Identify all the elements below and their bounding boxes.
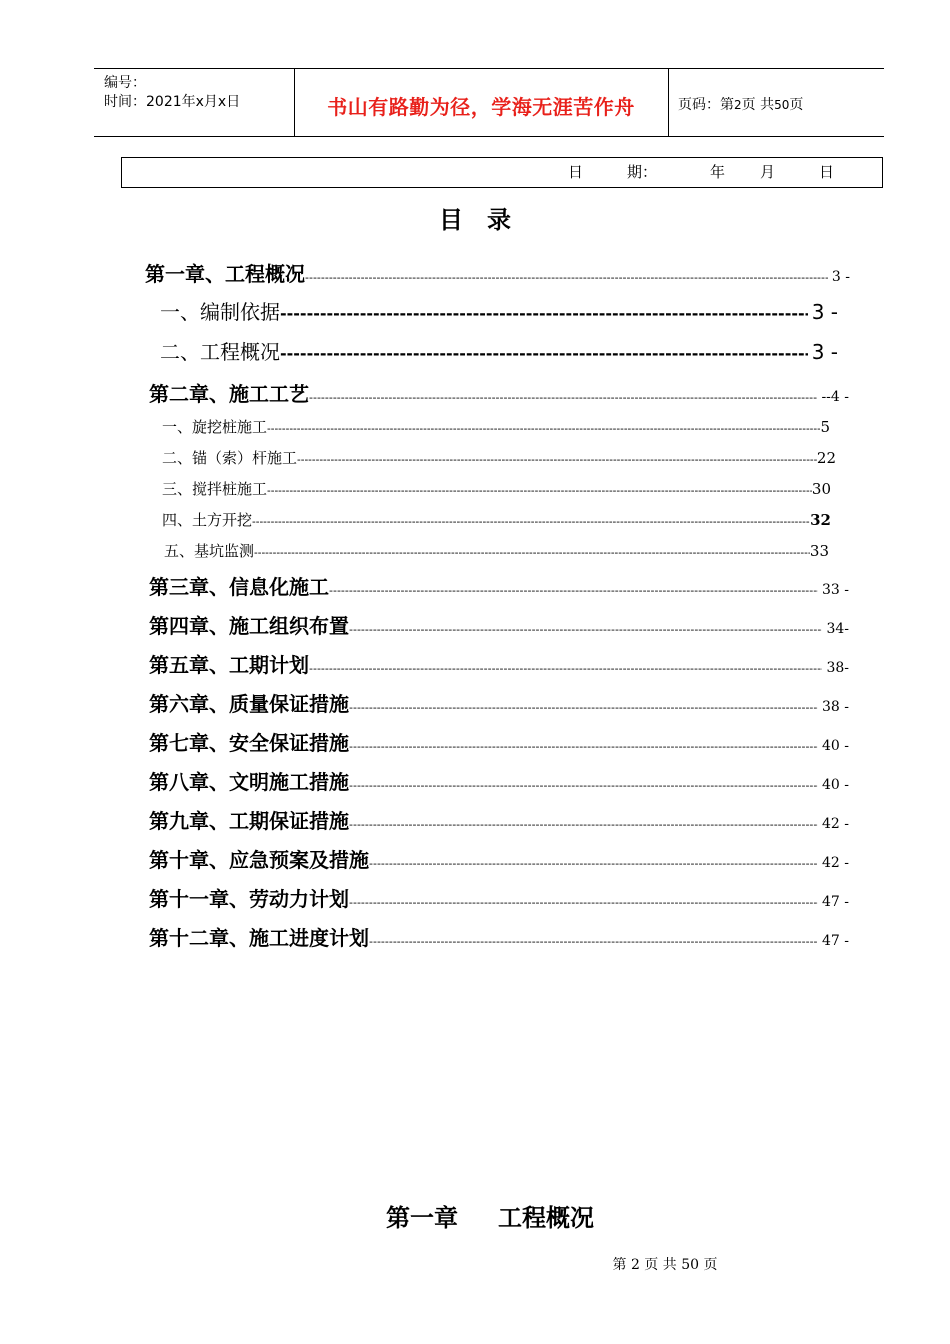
toc-entry-page: 40 - bbox=[822, 738, 849, 754]
date-box bbox=[121, 157, 883, 188]
toc-entry[interactable] bbox=[149, 378, 849, 408]
toc-entry-page: 22 bbox=[816, 449, 836, 467]
toc-leader bbox=[267, 422, 820, 435]
toc-entry[interactable] bbox=[149, 727, 849, 757]
toc-leader bbox=[369, 857, 818, 870]
toc-entry-title: 一、编制依据 bbox=[160, 300, 280, 324]
toc-entry[interactable] bbox=[162, 416, 830, 438]
toc-entry-title: 四、土方开挖 bbox=[162, 511, 253, 529]
date-yue: 月 bbox=[760, 163, 776, 181]
toc-entry-page: 32 bbox=[810, 511, 831, 529]
toc-leader bbox=[254, 546, 810, 559]
toc-entry-page: 5 bbox=[820, 418, 830, 436]
toc-entry-page: 3 - bbox=[831, 269, 850, 285]
toc-leader bbox=[309, 391, 817, 404]
toc-leader bbox=[280, 344, 808, 363]
toc-entry-title: 二、锚（索）杆施工 bbox=[162, 449, 298, 467]
toc-entry-page: 40 - bbox=[822, 777, 849, 793]
toc-entry-page: 3 - bbox=[811, 340, 838, 364]
toc-entry[interactable] bbox=[162, 478, 831, 500]
toc-entry[interactable] bbox=[162, 447, 836, 469]
toc-leader bbox=[349, 896, 818, 909]
toc-entry[interactable] bbox=[149, 649, 849, 679]
toc-entry-page: 33 bbox=[809, 542, 829, 560]
toc-entry[interactable] bbox=[149, 922, 849, 952]
toc-entry-title: 三、搅拌桩施工 bbox=[162, 480, 268, 498]
time-label: 时间：2021年x月x日 bbox=[104, 94, 241, 110]
page-mid: 页 共 bbox=[741, 97, 775, 113]
header-meta-cell bbox=[94, 69, 295, 136]
date-qi: 期： bbox=[627, 163, 658, 181]
page-header bbox=[94, 68, 884, 137]
toc-entry-title: 五、基坑监测 bbox=[164, 542, 255, 560]
date-nian: 年 bbox=[710, 163, 726, 181]
toc-entry[interactable] bbox=[149, 688, 849, 718]
toc-leader bbox=[349, 623, 822, 636]
code-label: 编号： bbox=[104, 75, 146, 91]
toc-entry-page: 47 - bbox=[822, 933, 849, 949]
toc-entry[interactable] bbox=[145, 258, 850, 288]
date-ri2: 日 bbox=[819, 163, 835, 181]
toc-leader bbox=[280, 304, 808, 323]
toc-entry[interactable] bbox=[160, 296, 838, 328]
toc-entry-title: 第十一章、劳动力计划 bbox=[149, 887, 349, 911]
chapter-number: 第一章 bbox=[386, 1204, 458, 1232]
toc-entry-title: 第七章、安全保证措施 bbox=[149, 731, 349, 755]
toc-leader bbox=[309, 662, 822, 675]
toc-entry-title: 一、旋挖桩施工 bbox=[162, 418, 268, 436]
toc-entry-title: 第八章、文明施工措施 bbox=[149, 770, 349, 794]
toc-leader bbox=[369, 935, 818, 948]
toc-entry[interactable] bbox=[149, 883, 849, 913]
toc-title: 目录 bbox=[439, 205, 535, 234]
toc-entry-title: 二、工程概况 bbox=[160, 340, 280, 364]
toc-entry-page: 42 - bbox=[822, 855, 849, 871]
page-prefix: 页码：第 bbox=[678, 97, 734, 113]
toc-leader bbox=[349, 740, 818, 753]
toc-entry-page: --4 - bbox=[821, 389, 849, 405]
toc-entry-page: 38- bbox=[826, 660, 849, 676]
toc-leader bbox=[252, 515, 810, 528]
toc-leader bbox=[349, 701, 818, 714]
toc-leader bbox=[267, 484, 812, 497]
motto-text: 书山有路勤为径，学海无涯苦作舟 bbox=[327, 95, 635, 119]
toc-entry[interactable] bbox=[149, 571, 849, 601]
toc-entry-page: 38 - bbox=[822, 699, 849, 715]
toc-leader bbox=[349, 818, 818, 831]
toc-entry[interactable] bbox=[160, 336, 838, 368]
header-motto-cell bbox=[294, 69, 669, 136]
toc-entry[interactable] bbox=[149, 610, 849, 640]
toc-leader bbox=[305, 271, 828, 284]
toc-entry-title: 第四章、施工组织布置 bbox=[149, 614, 349, 638]
toc-leader bbox=[349, 779, 818, 792]
toc-entry[interactable] bbox=[149, 805, 849, 835]
page-total: 50 bbox=[774, 98, 790, 112]
toc-entry-title: 第十章、应急预案及措施 bbox=[149, 848, 369, 872]
toc-entry[interactable] bbox=[162, 509, 831, 531]
page-suffix: 页 bbox=[789, 97, 804, 113]
page-footer: 第 2 页 共 50 页 bbox=[612, 1257, 718, 1273]
toc-entry[interactable] bbox=[149, 844, 849, 874]
toc-entry-page: 42 - bbox=[822, 816, 849, 832]
toc-entry-title: 第二章、施工工艺 bbox=[149, 382, 309, 406]
chapter-name: 工程概况 bbox=[498, 1204, 594, 1232]
toc-entry-title: 第三章、信息化施工 bbox=[149, 575, 329, 599]
toc-entry-title: 第十二章、施工进度计划 bbox=[149, 926, 369, 950]
toc-leader bbox=[329, 584, 818, 597]
toc-entry[interactable] bbox=[164, 540, 829, 562]
page-info bbox=[678, 94, 803, 114]
date-ri: 日 bbox=[568, 163, 584, 181]
toc-entry-title: 第六章、质量保证措施 bbox=[149, 692, 349, 716]
toc-entry-page: 34- bbox=[826, 621, 849, 637]
toc-entry-page: 3 - bbox=[811, 300, 838, 324]
toc-entry-title: 第一章、工程概况 bbox=[145, 262, 305, 286]
chapter-heading bbox=[0, 1198, 950, 1233]
toc-leader bbox=[297, 453, 817, 466]
page-num: 2 bbox=[734, 98, 742, 112]
toc-entry-title: 第五章、工期计划 bbox=[149, 653, 309, 677]
toc-entry[interactable] bbox=[149, 766, 849, 796]
toc-entry-page: 33 - bbox=[822, 582, 849, 598]
toc-entry-page: 30 bbox=[811, 480, 831, 498]
toc-entry-title: 第九章、工期保证措施 bbox=[149, 809, 349, 833]
header-page-cell bbox=[668, 69, 884, 136]
toc-entry-page: 47 - bbox=[822, 894, 849, 910]
